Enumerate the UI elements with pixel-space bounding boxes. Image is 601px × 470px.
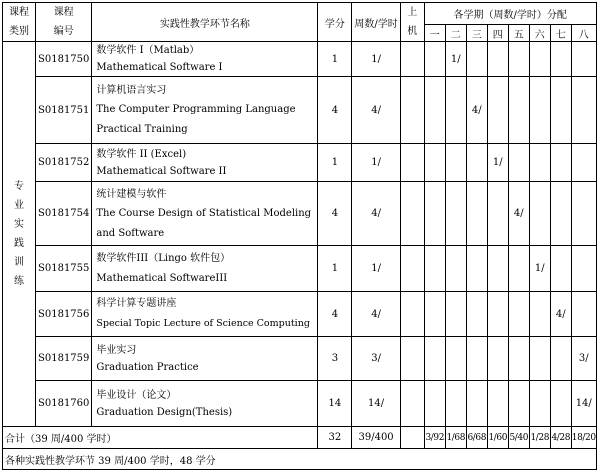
header-computer-line1: 上 xyxy=(407,7,418,18)
header-category xyxy=(3,3,36,42)
course-computer xyxy=(400,292,424,337)
course-sem-4 xyxy=(487,292,508,337)
course-credit: 4 xyxy=(318,182,352,246)
course-sem-4 xyxy=(487,337,508,381)
total-sem-1: 3/92 xyxy=(424,427,445,449)
header-credit: 学分 xyxy=(318,3,352,42)
course-name-en: Mathematical Software II xyxy=(96,165,227,177)
course-sem-5 xyxy=(508,77,529,144)
course-computer xyxy=(400,144,424,182)
total-sem-5: 5/40 xyxy=(508,427,529,449)
course-sem-8 xyxy=(571,182,596,246)
course-computer xyxy=(400,77,424,144)
course-weeks: 1/ xyxy=(352,246,400,292)
course-sem-6 xyxy=(529,77,550,144)
course-name-en: Special Topic Lecture of Science Computing xyxy=(96,318,310,329)
course-credit: 14 xyxy=(318,381,352,427)
course-sem-7: 4/ xyxy=(550,292,571,337)
course-sem-6 xyxy=(529,182,550,246)
summary-row xyxy=(3,449,597,470)
total-label: 合计（39 周/400 学时） xyxy=(3,427,318,449)
course-name-cn: 毕业实习 xyxy=(96,344,137,356)
course-sem-7 xyxy=(550,42,571,77)
course-sem-8 xyxy=(571,42,596,77)
course-sem-6 xyxy=(529,144,550,182)
course-name xyxy=(92,292,318,337)
course-sem-3 xyxy=(466,182,487,246)
course-code: S0181759 xyxy=(36,337,92,381)
course-name-en: Graduation Practice xyxy=(96,361,199,373)
header-semester-8: 八 xyxy=(571,25,596,42)
course-computer xyxy=(400,42,424,77)
total-weeks: 39/400 xyxy=(352,427,400,449)
course-sem-5 xyxy=(508,42,529,77)
total-sem-6: 1/28 xyxy=(529,427,550,449)
category-char: 实 xyxy=(14,219,24,230)
course-sem-3: 4/ xyxy=(466,77,487,144)
course-sem-2 xyxy=(445,381,466,427)
course-name-cn: 毕业设计（论文） xyxy=(96,389,177,401)
course-credit: 4 xyxy=(318,292,352,337)
course-row xyxy=(3,182,597,246)
course-name xyxy=(92,337,318,381)
course-sem-2 xyxy=(445,182,466,246)
course-sem-8 xyxy=(571,77,596,144)
header-semester-1: 一 xyxy=(424,25,445,42)
course-sem-5 xyxy=(508,337,529,381)
course-sem-6 xyxy=(529,381,550,427)
course-sem-5: 4/ xyxy=(508,182,529,246)
course-code: S0181755 xyxy=(36,246,92,292)
course-sem-2 xyxy=(445,337,466,381)
category-char: 专 xyxy=(14,181,24,192)
category-char: 训 xyxy=(14,257,24,268)
course-sem-1 xyxy=(424,182,445,246)
header-code xyxy=(36,3,92,42)
course-weeks: 4/ xyxy=(352,77,400,144)
course-name-en: Graduation Design(Thesis) xyxy=(96,406,233,418)
total-computer xyxy=(400,427,424,449)
course-sem-7 xyxy=(550,144,571,182)
header-computer xyxy=(400,3,424,42)
category-char: 业 xyxy=(14,200,24,211)
course-sem-3 xyxy=(466,144,487,182)
course-computer xyxy=(400,246,424,292)
course-code: S0181752 xyxy=(36,144,92,182)
course-row xyxy=(3,292,597,337)
course-credit: 4 xyxy=(318,77,352,144)
header-semester-7: 七 xyxy=(550,25,571,42)
course-sem-1 xyxy=(424,337,445,381)
course-name-en: The Course Design of Statistical Modeling xyxy=(96,207,312,219)
course-row xyxy=(3,42,597,77)
course-name xyxy=(92,182,318,246)
course-sem-2 xyxy=(445,246,466,292)
header-semesters-title: 各学期（周数/学时）分配 xyxy=(424,3,596,25)
course-name-en-cont: and Software xyxy=(96,227,165,239)
course-name-cn: 数学软件 I（Matlab） xyxy=(96,45,200,56)
course-sem-8 xyxy=(571,144,596,182)
course-sem-5 xyxy=(508,292,529,337)
course-sem-6 xyxy=(529,337,550,381)
total-sem-4: 1/60 xyxy=(487,427,508,449)
course-credit: 1 xyxy=(318,42,352,77)
header-semester-5: 五 xyxy=(508,25,529,42)
course-computer xyxy=(400,337,424,381)
course-sem-8: 14/ xyxy=(571,381,596,427)
course-sem-1 xyxy=(424,144,445,182)
course-sem-2 xyxy=(445,144,466,182)
total-sem-2: 1/68 xyxy=(445,427,466,449)
course-sem-2 xyxy=(445,292,466,337)
course-sem-1 xyxy=(424,246,445,292)
course-sem-4 xyxy=(487,381,508,427)
course-weeks: 1/ xyxy=(352,144,400,182)
course-name xyxy=(92,42,318,77)
total-sem-3: 6/68 xyxy=(466,427,487,449)
course-sem-4: 1/ xyxy=(487,144,508,182)
total-sem-7: 4/28 xyxy=(550,427,571,449)
course-name xyxy=(92,77,318,144)
course-credit: 3 xyxy=(318,337,352,381)
total-credit: 32 xyxy=(318,427,352,449)
course-sem-7 xyxy=(550,182,571,246)
course-weeks: 4/ xyxy=(352,292,400,337)
course-sem-3 xyxy=(466,246,487,292)
course-name xyxy=(92,144,318,182)
course-sem-7 xyxy=(550,77,571,144)
course-sem-2 xyxy=(445,77,466,144)
total-row xyxy=(3,427,597,449)
course-row xyxy=(3,77,597,144)
course-name-cn: 统计建模与软件 xyxy=(96,188,167,200)
course-code: S0181754 xyxy=(36,182,92,246)
course-sem-4 xyxy=(487,246,508,292)
course-name-en-cont: Practical Training xyxy=(96,124,188,135)
course-weeks: 1/ xyxy=(352,42,400,77)
course-sem-8 xyxy=(571,246,596,292)
header-category-line2: 类别 xyxy=(9,26,29,37)
course-name-en: Mathematical SoftwareIII xyxy=(96,272,228,284)
course-name-cn: 科学计算专题讲座 xyxy=(96,298,177,309)
total-sem-8: 18/20 xyxy=(571,427,596,449)
course-sem-5 xyxy=(508,381,529,427)
course-name-cn: 数学软件 II (Excel) xyxy=(96,148,187,160)
course-name-en: Mathematical Software I xyxy=(96,62,223,73)
category-char: 践 xyxy=(14,238,24,249)
course-sem-8 xyxy=(571,292,596,337)
course-credit: 1 xyxy=(318,144,352,182)
header-weeks-hours: 周数/学时 xyxy=(352,3,400,42)
course-name-en: The Computer Programming Language xyxy=(96,104,296,115)
course-sem-4 xyxy=(487,77,508,144)
course-code: S0181751 xyxy=(36,77,92,144)
course-name-cn: 计算机语言实习 xyxy=(96,85,167,96)
course-sem-6: 1/ xyxy=(529,246,550,292)
summary-text: 各种实践性教学环节 39 周/400 学时，48 学分 xyxy=(3,449,597,470)
header-code-line1: 课程 xyxy=(53,7,74,18)
category-char: 练 xyxy=(14,276,24,287)
course-name xyxy=(92,381,318,427)
course-computer xyxy=(400,381,424,427)
header-semester-2: 二 xyxy=(445,25,466,42)
course-weeks: 4/ xyxy=(352,182,400,246)
header-row-1 xyxy=(3,3,597,25)
course-sem-6 xyxy=(529,292,550,337)
course-sem-1 xyxy=(424,77,445,144)
course-row xyxy=(3,337,597,381)
course-sem-3 xyxy=(466,381,487,427)
course-code: S0181750 xyxy=(36,42,92,77)
category-cell xyxy=(3,42,36,427)
course-sem-2: 1/ xyxy=(445,42,466,77)
course-sem-5 xyxy=(508,246,529,292)
course-name xyxy=(92,246,318,292)
header-name: 实践性教学环节名称 xyxy=(92,3,318,42)
course-sem-1 xyxy=(424,42,445,77)
course-sem-1 xyxy=(424,292,445,337)
course-sem-7 xyxy=(550,246,571,292)
course-sem-4 xyxy=(487,42,508,77)
course-sem-4 xyxy=(487,182,508,246)
course-sem-8: 3/ xyxy=(571,337,596,381)
course-code: S0181760 xyxy=(36,381,92,427)
course-name-cn: 数学软件III（Lingo 软件包） xyxy=(96,252,231,264)
course-sem-7 xyxy=(550,337,571,381)
course-computer xyxy=(400,182,424,246)
course-sem-6 xyxy=(529,42,550,77)
header-code-line2: 编号 xyxy=(53,26,74,37)
course-sem-3 xyxy=(466,292,487,337)
header-category-line1: 课程 xyxy=(9,7,29,18)
course-sem-7 xyxy=(550,381,571,427)
course-weeks: 14/ xyxy=(352,381,400,427)
course-sem-3 xyxy=(466,337,487,381)
practice-course-table-page xyxy=(2,2,597,470)
course-credit: 1 xyxy=(318,246,352,292)
header-semester-3: 三 xyxy=(466,25,487,42)
course-sem-1 xyxy=(424,381,445,427)
course-row xyxy=(3,246,597,292)
course-row xyxy=(3,144,597,182)
header-computer-line2: 机 xyxy=(407,26,418,37)
header-semester-4: 四 xyxy=(487,25,508,42)
course-weeks: 3/ xyxy=(352,337,400,381)
header-semester-6: 六 xyxy=(529,25,550,42)
course-sem-3 xyxy=(466,42,487,77)
practice-course-table xyxy=(2,2,597,470)
course-row xyxy=(3,381,597,427)
course-code: S0181756 xyxy=(36,292,92,337)
course-sem-5 xyxy=(508,144,529,182)
